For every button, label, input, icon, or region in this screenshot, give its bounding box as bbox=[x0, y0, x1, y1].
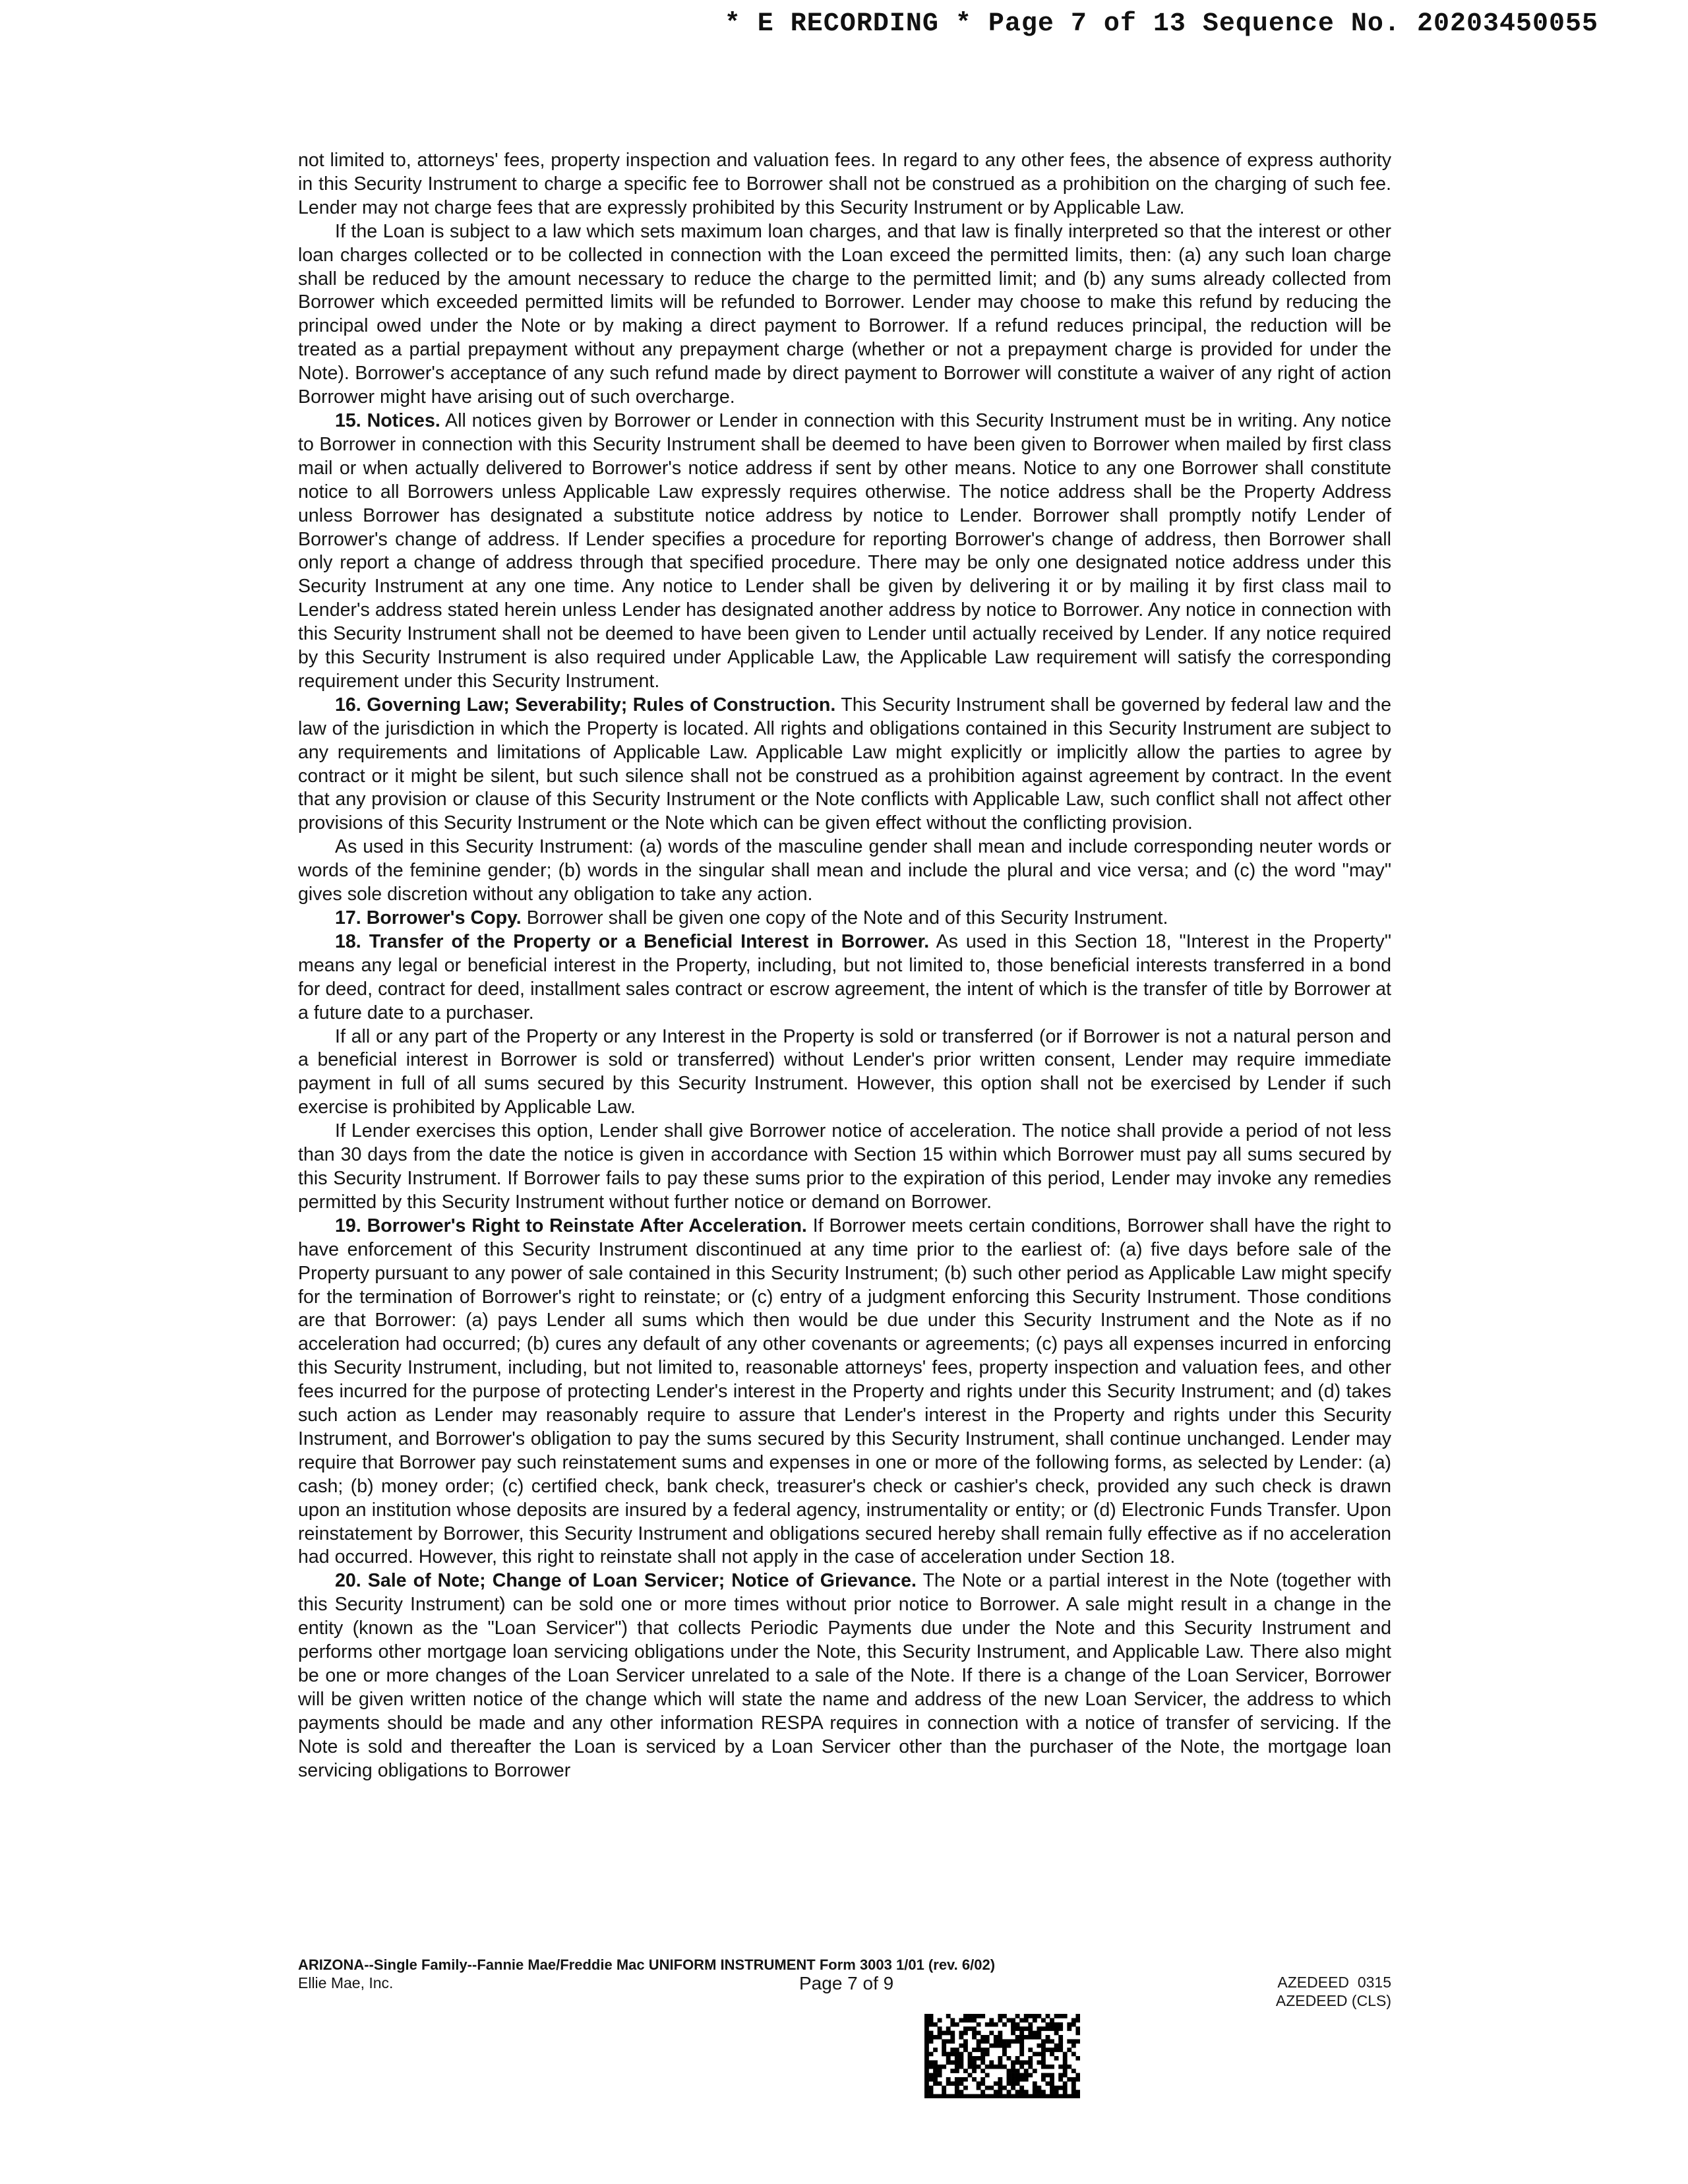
paragraph-text: As used in this Section 18, "Interest in the Property" means any legal or beneficial interest in the Property, including, but not limited to, those beneficial interests transferred in a bond for deed, contract for deed, installment sales contract or escrow agreement, the intent of which is the transfer of title by Borrower at a future date to a purchaser. bbox=[298, 930, 1391, 1023]
2d-barcode-icon bbox=[924, 2014, 1080, 2098]
paragraph bbox=[298, 1120, 1391, 1215]
paragraph bbox=[298, 149, 1391, 220]
paragraph-text: All notices given by Borrower or Lender in connection with this Security Instrument must be in writing. Any notice to Borrower in connection with this Security Instrument shall be deemed to have been given to Borrower when mailed by first class mail or when actually delivered to Borrower's notice address if sent by other means. Notice to any one Borrower shall constitute notice to all Borrowers unless Applicable Law expressly requires otherwise. The notice address shall be the Property Address unless Borrower has designated a substitute notice address by notice to Lender. Borrower shall promptly notify Lender of Borrower's change of address. If Lender specifies a procedure for reporting Borrower's change of address, then Borrower shall only report a change of address through that specified procedure. There may be only one designated notice address under this Security Instrument at any one time. Any notice to Lender shall be given by delivering it or by mailing it by first class mail to Lender's address stated herein unless Lender has designated another address by notice to Borrower. Any notice in connection with this Security Instrument shall not be deemed to have been given to Lender until actually received by Lender. If any notice required by this Security Instrument is also required under Applicable Law, the Applicable Law requirement will satisfy the corresponding requirement under this Security Instrument. bbox=[298, 410, 1391, 692]
paragraph bbox=[298, 220, 1391, 410]
paragraph bbox=[298, 1215, 1391, 1570]
page-footer bbox=[298, 1956, 1391, 2014]
form-code-secondary: AZEDEED (CLS) bbox=[1275, 1992, 1391, 2009]
form-title: ARIZONA--Single Family--Fannie Mae/Freddie Mac UNIFORM INSTRUMENT Form 3003 1/01 (rev. 6/02) bbox=[298, 1957, 996, 1973]
paragraph-text: As used in this Security Instrument: (a) words of the masculine gender shall mean and include corresponding neuter words or words of the feminine gender; (b) words in the singular shall mean and include the plural and vice versa; and (c) the word "may" gives sole discretion without any obligation to take any action. bbox=[298, 836, 1391, 905]
section-heading: 18. Transfer of the Property or a Beneficial Interest in Borrower. bbox=[335, 930, 930, 952]
paragraph-text: This Security Instrument shall be governed by federal law and the law of the jurisdiction in which the Property is located. All rights and obligations contained in this Security Instrument are subject to any requirements and limitations of Applicable Law. Applicable Law might explicitly or implicitly allow the parties to agree by contract or it might be silent, but such silence shall not be construed as a prohibition against agreement by contract. In the event that any provision or clause of this Security Instrument or the Note conflicts with Applicable Law, such conflict shall not affect other provisions of this Security Instrument or the Note which can be given effect without the conflicting provision. bbox=[298, 694, 1391, 834]
paragraph-text: not limited to, attorneys' fees, property inspection and valuation fees. In regard to any other fees, the absence of express authority in this Security Instrument to charge a specific fee to Borrower shall not be construed as a prohibition on the charging of such fee. Lender may not charge fees that are expressly prohibited by this Security Instrument or by Applicable Law. bbox=[298, 150, 1391, 218]
form-code-primary: AZEDEED 0315 bbox=[1277, 1974, 1391, 1991]
paragraph-text: The Note or a partial interest in the Note (together with this Security Instrument) can be sold one or more times without prior notice to Borrower. A sale might result in a change in the entity (known as the "Loan Servicer") that collects Periodic Payments due under the Note and this Security Instrument and performs other mortgage loan servicing obligations under the Note, this Security Instrument, and Applicable Law. There also might be one or more changes of the Loan Servicer unrelated to a sale of the Note. If there is a change of the Loan Servicer, Borrower will be given written notice of the change which will state the name and address of the new Loan Servicer, the address to which payments should be made and any other information RESPA requires in connection with a notice of transfer of servicing. If the Note is sold and thereafter the Loan is serviced by a Loan Servicer other than the purchaser of the Note, the mortgage loan servicing obligations to Borrower bbox=[298, 1570, 1391, 1781]
section-heading: 19. Borrower's Right to Reinstate After Acceleration. bbox=[335, 1215, 807, 1236]
paragraph-text: If Lender exercises this option, Lender shall give Borrower notice of acceleration. The notice shall provide a period of not less than 30 days from the date the notice is given in accordance with Section 15 within which Borrower must pay all sums secured by this Security Instrument. If Borrower fails to pay these sums prior to the expiration of this period, Lender may invoke any remedies permitted by this Security Instrument without further notice or demand on Borrower. bbox=[298, 1120, 1391, 1213]
paragraph bbox=[298, 694, 1391, 835]
document-body bbox=[298, 149, 1391, 1783]
section-heading: 20. Sale of Note; Change of Loan Servicer; Notice of Grievance. bbox=[335, 1570, 917, 1592]
paragraph bbox=[298, 835, 1391, 907]
paragraph bbox=[298, 410, 1391, 694]
page-number: Page 7 of 9 bbox=[799, 1973, 894, 1993]
vendor-name: Ellie Mae, Inc. bbox=[298, 1974, 394, 1991]
paragraph-text: If all or any part of the Property or any Interest in the Property is sold or transferred (or if Borrower is not a natural person and a beneficial interest in Borrower is sold or transferred) without Lender's prior written consent, Lender may require immediate payment in full of all sums secured by this Security Instrument. However, this option shall not be exercised by Lender if such exercise is prohibited by Applicable Law. bbox=[298, 1025, 1391, 1118]
paragraph bbox=[298, 1025, 1391, 1120]
paragraph-text: Borrower shall be given one copy of the Note and of this Security Instrument. bbox=[521, 907, 1168, 928]
section-heading: 16. Governing Law; Severability; Rules of Construction. bbox=[335, 694, 836, 715]
footer-row bbox=[298, 1974, 1391, 2014]
paragraph bbox=[298, 930, 1391, 1025]
recording-stamp-header: * E RECORDING * Page 7 of 13 Sequence No. 20203450055 bbox=[724, 9, 1598, 39]
section-heading: 17. Borrower's Copy. bbox=[335, 907, 522, 928]
paragraph-text: If the Loan is subject to a law which sets maximum loan charges, and that law is finally interpreted so that the interest or other loan charges collected or to be collected in connection with the Loan exceed the permitted limits, then: (a) any such loan charge shall be reduced by the amount necessary to reduce the charge to the permitted limit; and (b) any sums already collected from Borrower which exceeded permitted limits will be refunded to Borrower. Lender may choose to make this refund by reducing the principal owed under the Note or by making a direct payment to Borrower. If a refund reduces principal, the reduction will be treated as a partial prepayment without any prepayment charge (whether or not a prepayment charge is provided for under the Note). Borrower's acceptance of any such refund made by direct payment to Borrower will constitute a waiver of any right of action Borrower might have arising out of such overcharge. bbox=[298, 220, 1391, 408]
paragraph bbox=[298, 907, 1391, 930]
section-heading: 15. Notices. bbox=[335, 410, 440, 431]
paragraph-text: If Borrower meets certain conditions, Borrower shall have the right to have enforcement of this Security Instrument discontinued at any time prior to the earliest of: (a) five days before sale of the Property pursuant to any power of sale contained in this Security Instrument; (b) such other period as Applicable Law might specify for the termination of Borrower's right to reinstate; or (c) entry of a judgment enforcing this Security Instrument. Those conditions are that Borrower: (a) pays Lender all sums which then would be due under this Security Instrument and the Note as if no acceleration had occurred; (b) cures any default of any other covenants or agreements; (c) pays all expenses incurred in enforcing this Security Instrument, including, but not limited to, reasonable attorneys' fees, property inspection and valuation fees, and other fees incurred for the purpose of protecting Lender's interest in the Property and rights under this Security Instrument; and (d) takes such action as Lender may reasonably require to assure that Lender's interest in the Property and rights under this Security Instrument, and Borrower's obligation to pay the sums secured by this Security Instrument, shall continue unchanged. Lender may require that Borrower pay such reinstatement sums and expenses in one or more of the following forms, as selected by Lender: (a) cash; (b) money order; (c) certified check, bank check, treasurer's check or cashier's check, provided any such check is drawn upon an institution whose deposits are insured by a federal agency, instrumentality or entity; or (d) Electronic Funds Transfer. Upon reinstatement by Borrower, this Security Instrument and obligations secured hereby shall remain fully effective as if no acceleration had occurred. However, this right to reinstate shall not apply in the case of acceleration under Section 18. bbox=[298, 1215, 1391, 1568]
form-codes bbox=[1276, 1973, 1391, 2010]
paragraph bbox=[298, 1569, 1391, 1782]
